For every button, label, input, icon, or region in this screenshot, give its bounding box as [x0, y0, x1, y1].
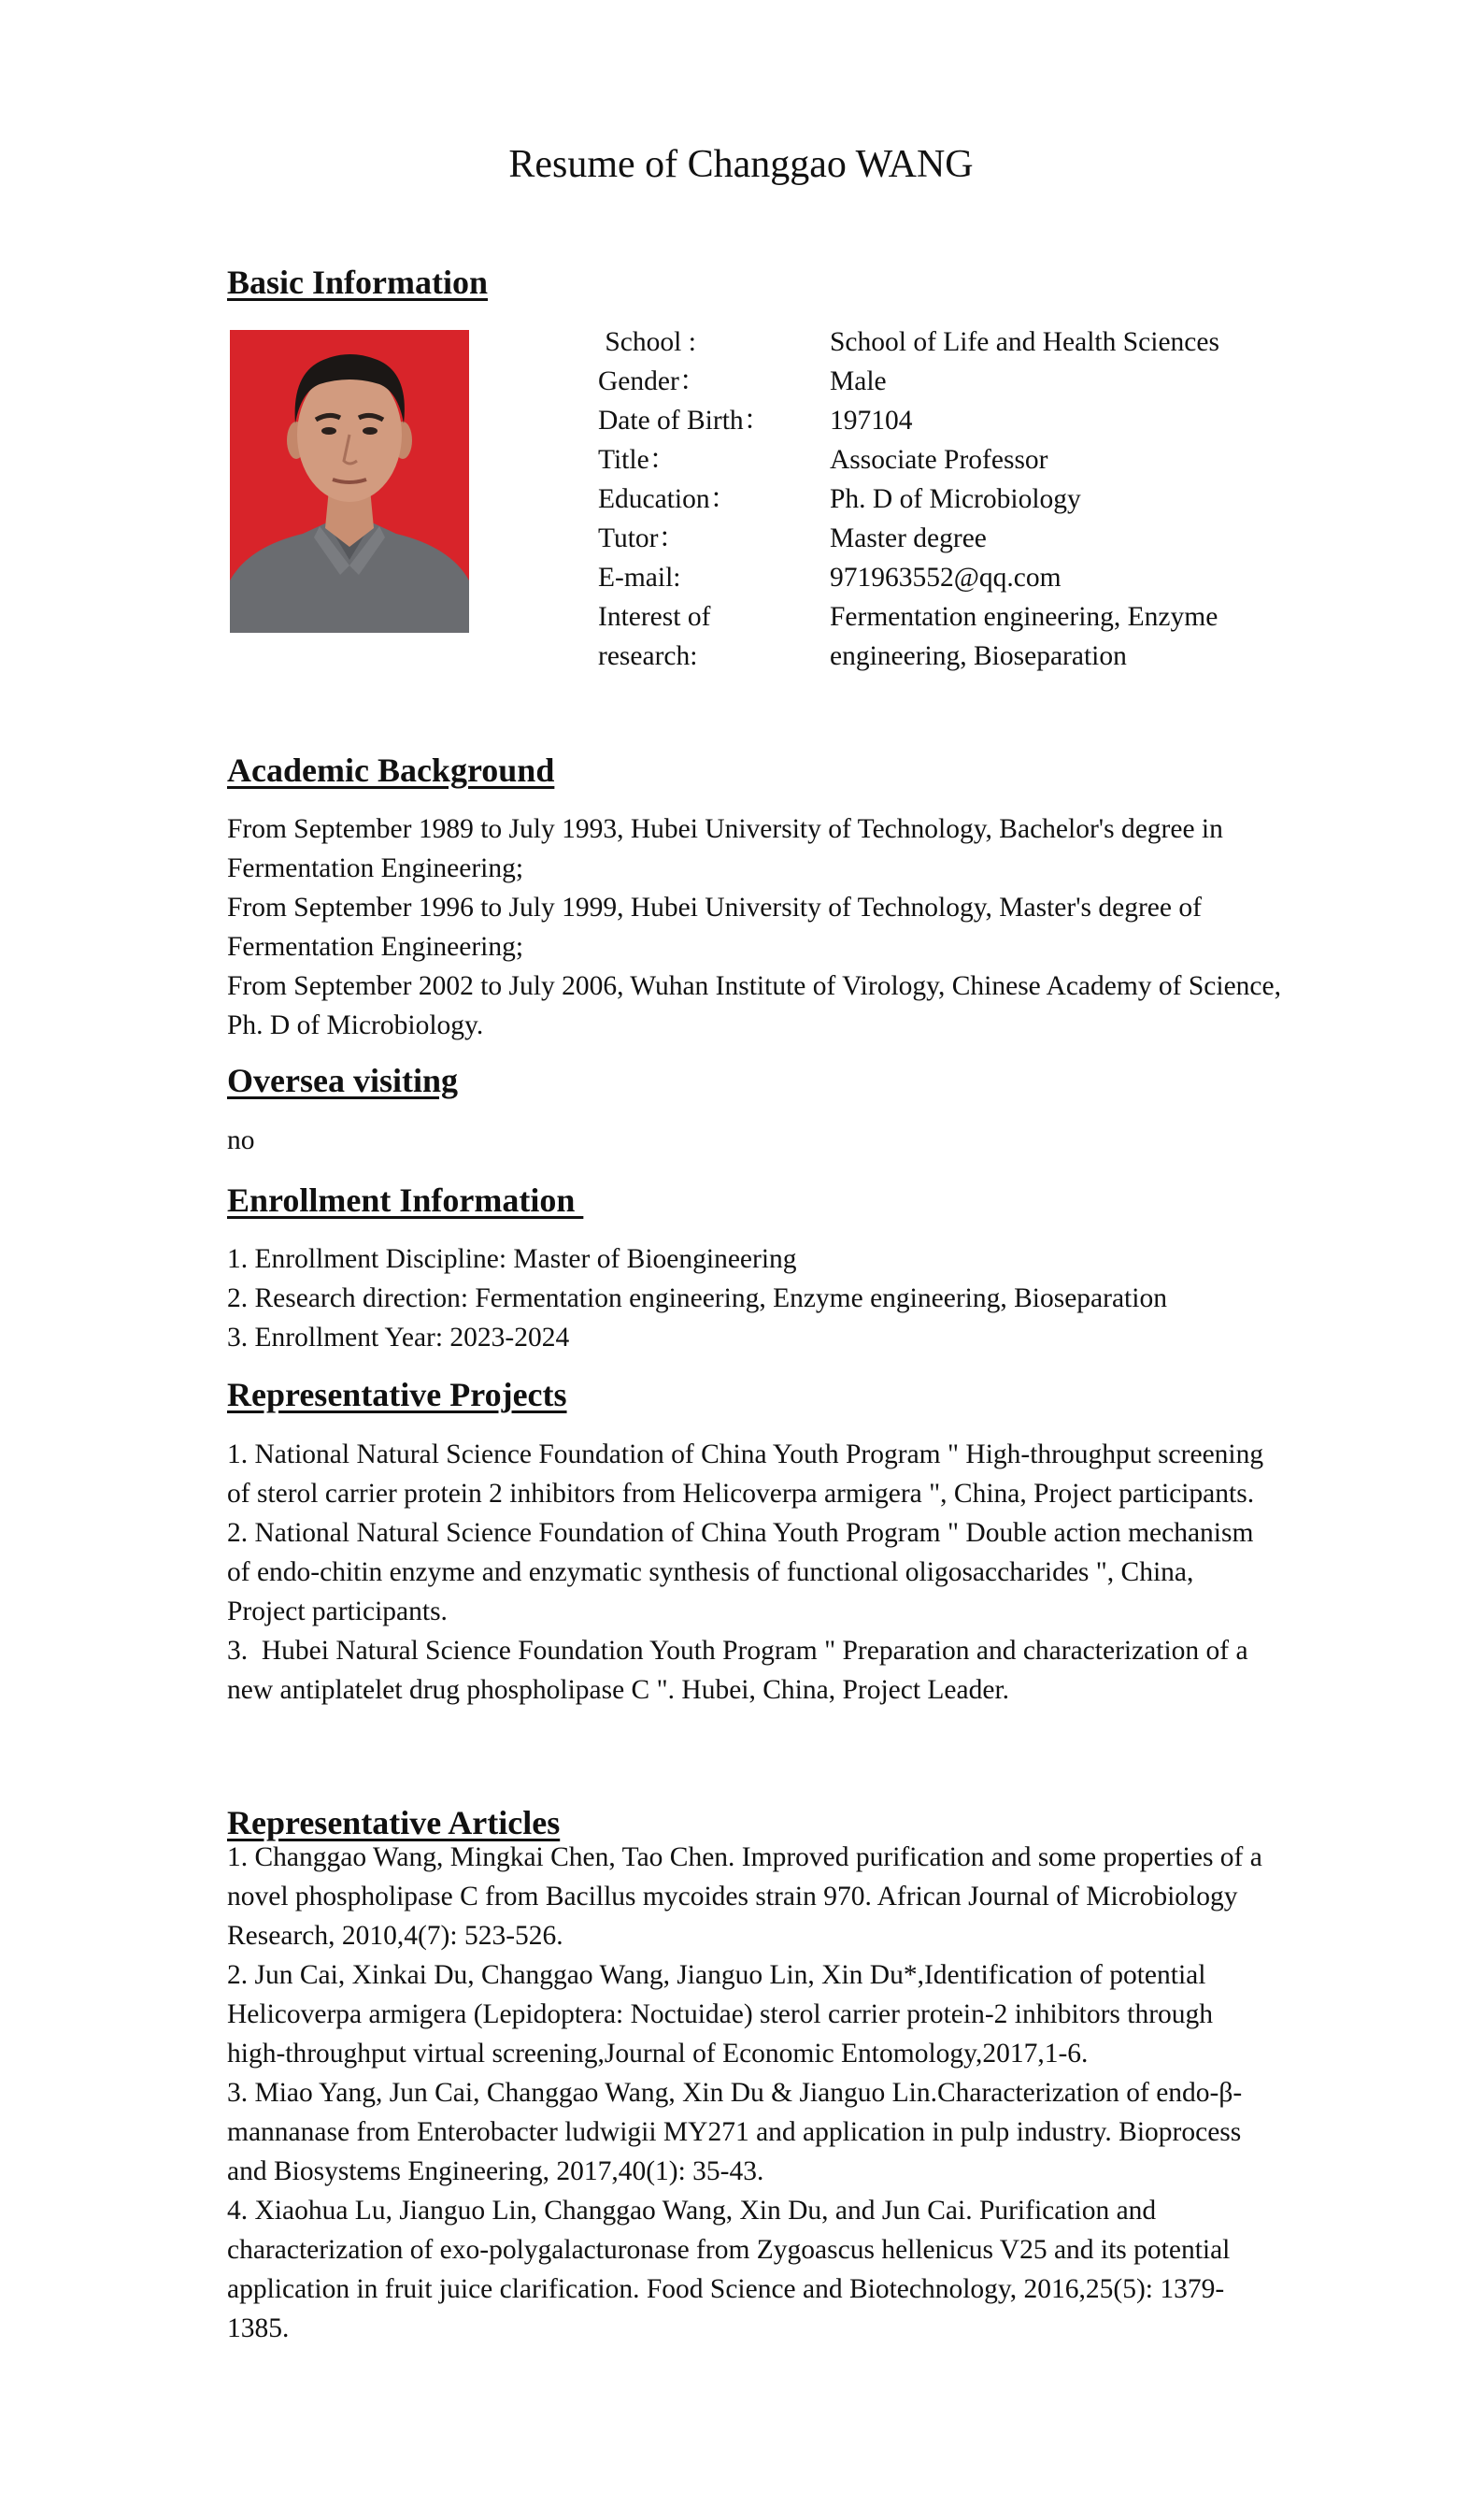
info-row-email: [598, 558, 1278, 597]
info-row-education: [598, 480, 1278, 519]
info-value: Male: [830, 366, 887, 396]
info-row-date-of-birth: [598, 401, 1278, 440]
info-value: 197104: [830, 406, 913, 436]
list-item: From September 1989 to July 1993, Hubei University of Technology, Bachelor's degree in Fermentation Engineering;: [227, 814, 1223, 883]
info-row-title: [598, 440, 1278, 480]
info-value: Fermentation engineering, Enzyme engineering, Bioseparation: [830, 602, 1218, 671]
email-value[interactable]: 971963552@qq.com: [830, 563, 1062, 593]
info-row-tutor: [598, 519, 1278, 558]
list-item: 3. Miao Yang, Jun Cai, Changgao Wang, Xin Du & Jianguo Lin.Characterization of endo-β-mannanase from Enterobacter ludwigii MY271 and application in pulp industry. Bioprocess and Biosystems Engineering, 2017,40(1): 35-43.: [227, 2078, 1243, 2186]
enrollment-info-heading: Enrollment Information: [227, 1181, 584, 1219]
basic-info-heading: Basic Information: [227, 264, 488, 301]
person-portrait-icon: [230, 330, 469, 633]
list-item: From September 2002 to July 2006, Wuhan Institute of Virology, Chinese Academy of Science, Ph. D of Microbiology.: [227, 971, 1281, 1040]
info-label: E-mail:: [598, 563, 681, 593]
info-label: Education：: [598, 484, 738, 514]
academic-background-heading: Academic Background: [227, 752, 555, 789]
info-label: Gender：: [598, 366, 707, 396]
oversea-visiting-text: no: [227, 1125, 255, 1155]
info-row-research-interest: [598, 597, 1278, 676]
academic-background-list: [227, 809, 1292, 1045]
list-item: 1. National Natural Science Foundation of China Youth Program " High-throughput screening of sterol carrier protein 2 inhibitors from Helicoverpa armigera ", China, Project participants.: [227, 1439, 1264, 1509]
representative-articles-heading: Representative Articles: [227, 1804, 561, 1841]
list-item: 1. Changgao Wang, Mingkai Chen, Tao Chen. Improved purification and some properties of a novel phospholipase C from Bacillus mycoides strain 970. African Journal of Microbiology Research, 2010,4(7): 523-526.: [227, 1842, 1262, 1951]
info-label: Tutor：: [598, 523, 687, 553]
representative-projects-list: [227, 1435, 1264, 1710]
page-title: Resume of Changgao WANG: [508, 143, 974, 186]
info-row-gender: [598, 362, 1278, 401]
info-label: Interest of research:: [598, 602, 711, 671]
info-value: Associate Professor: [830, 445, 1048, 475]
list-item: 2. Jun Cai, Xinkai Du, Changgao Wang, Jianguo Lin, Xin Du*,Identification of potential Helicoverpa armigera (Lepidoptera: Noctuidae) sterol carrier protein-2 inhibitors through high-throughput virtual screening,Journal of Economic Entomology,2017,1-6.: [227, 1960, 1214, 2069]
info-value: Master degree: [830, 523, 987, 553]
info-row-school: [598, 322, 1278, 362]
info-value: Ph. D of Microbiology: [830, 484, 1081, 514]
list-item: From September 1996 to July 1999, Hubei University of Technology, Master's degree of Fermentation Engineering;: [227, 893, 1202, 962]
info-label: School :: [598, 327, 696, 357]
enrollment-info-list: [227, 1239, 1292, 1357]
portrait-photo: [230, 330, 469, 633]
representative-projects-heading: Representative Projects: [227, 1376, 567, 1413]
info-label: Date of Birth：: [598, 406, 772, 436]
list-item: 3. Enrollment Year: 2023-2024: [227, 1323, 570, 1353]
info-value: School of Life and Health Sciences: [830, 327, 1219, 357]
basic-info-table: [598, 322, 1278, 676]
list-item: 2. National Natural Science Foundation of China Youth Program " Double action mechanism of endo-chitin enzyme and enzymatic synthesis of functional oligosaccharides ", China, Project participants.: [227, 1518, 1254, 1626]
representative-articles-list: [227, 1838, 1264, 2348]
list-item: 1. Enrollment Discipline: Master of Bioengineering: [227, 1244, 797, 1274]
list-item: 4. Xiaohua Lu, Jianguo Lin, Changgao Wang, Xin Du, and Jun Cai. Purification and characterization of exo-polygalacturonase from Zygoascus hellenicus V25 and its potential application in fruit juice clarification. Food Science and Biotechnology, 2016,25(5): 1379-1385.: [227, 2196, 1231, 2343]
oversea-visiting-heading: Oversea visiting: [227, 1062, 458, 1099]
list-item: 3. Hubei Natural Science Foundation Youth Program " Preparation and characterization of a new antiplatelet drug phospholipase C ". Hubei, China, Project Leader.: [227, 1636, 1255, 1705]
list-item: 2. Research direction: Fermentation engineering, Enzyme engineering, Bioseparation: [227, 1283, 1167, 1313]
info-label: Title：: [598, 445, 677, 475]
